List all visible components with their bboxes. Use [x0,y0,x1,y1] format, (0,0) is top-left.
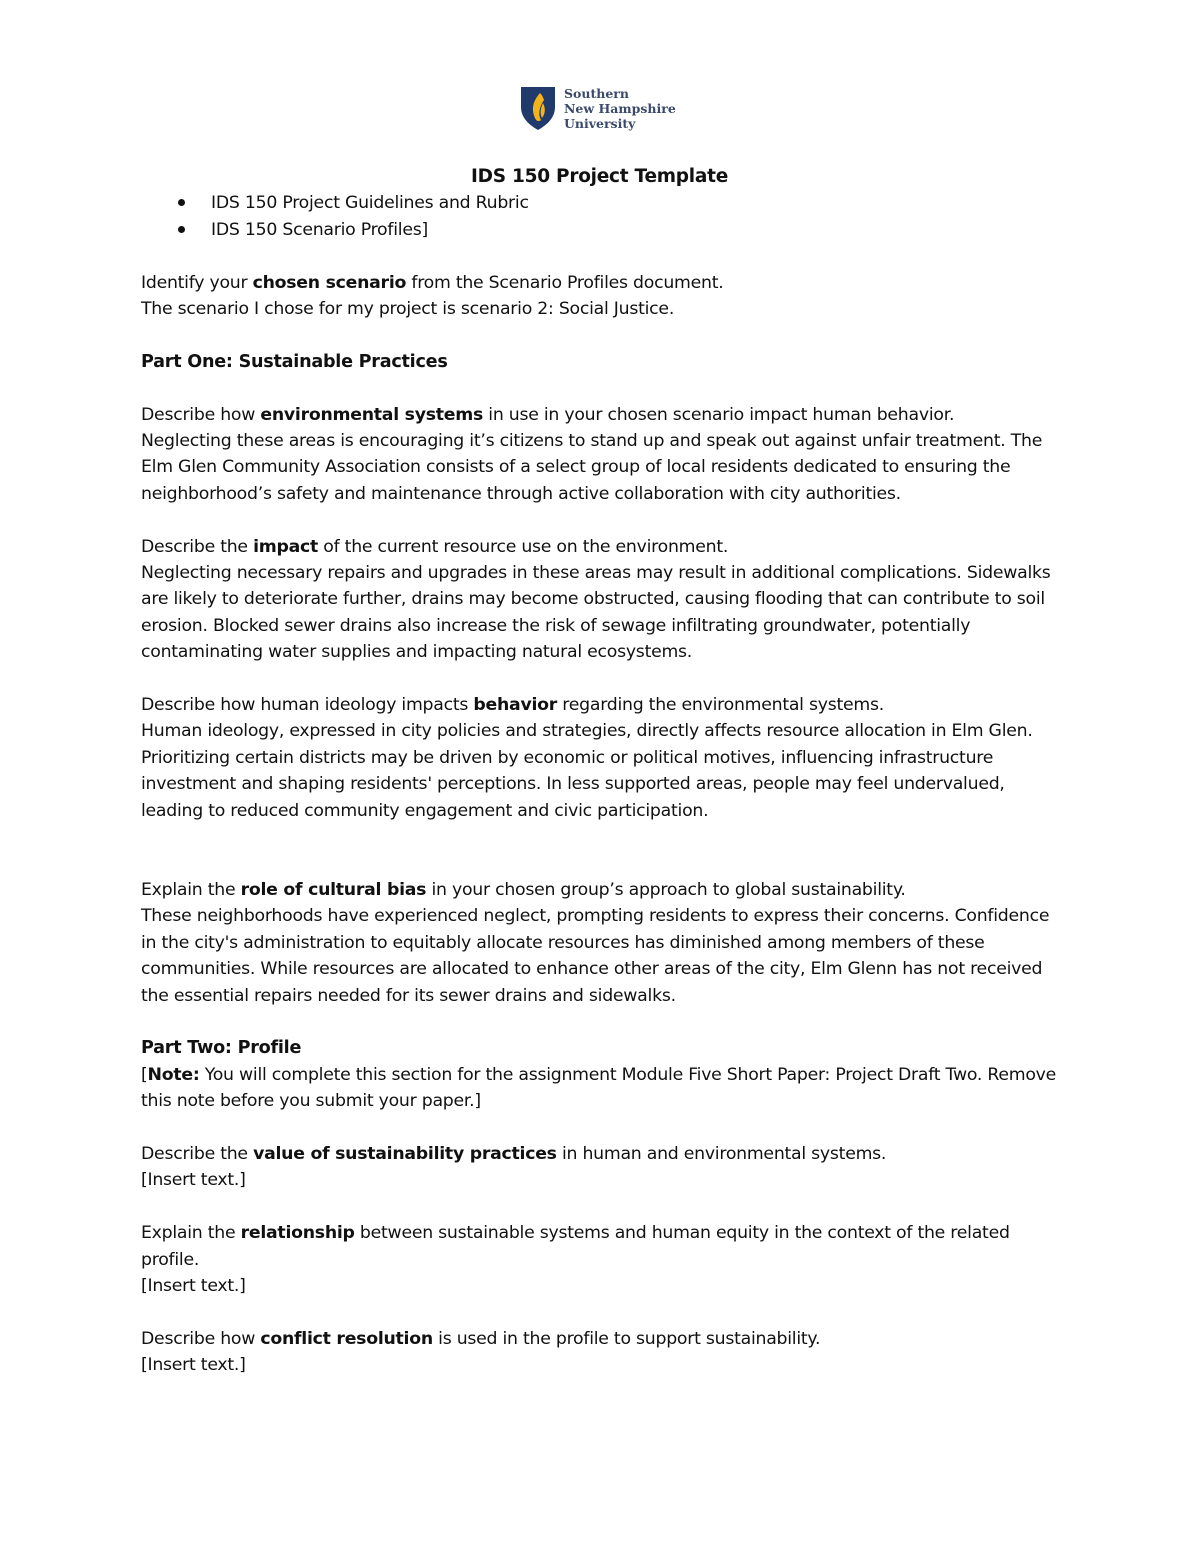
question-prompt: Describe how conflict resolution is used in the profile to support sustainability. [141,1328,821,1349]
document-body [141,164,1056,1379]
question-prompt: Describe how environmental systems in use in your chosen scenario impact human behavior. [141,404,955,425]
question-answer: Neglecting necessary repairs and upgrades in these areas may result in additional complications. Sidewalks are likely to deteriorate further, drains may become obstructed, causing flooding that can contribute to soil erosion. Blocked sewer drains also increase the risk of sewage infiltrating groundwater, potentially contaminating water supplies and impacting natural ecosystems. [141,563,1051,663]
logo-wordmark [564,86,676,131]
question-answer: [Insert text.] [141,1355,246,1376]
question-prompt: Explain the relationship between sustainable systems and human equity in the context of the related profile. [141,1223,1010,1270]
part-two-heading: Part Two: Profile [141,1038,302,1059]
logo-line: New Hampshire [564,100,676,116]
question-answer: Neglecting these areas is encouraging it’s citizens to stand up and speak out against unfair treatment. The Elm Glen Community Association consists of a select group of local residents dedicated to ensuring the neighborhood’s safety and maintenance through active collaboration with city authorities. [141,431,1043,504]
document-title: IDS 150 Project Template [470,166,729,187]
question-prompt: Describe how human ideology impacts behavior regarding the environmental systems. [141,695,884,716]
question-prompt: Explain the role of cultural bias in your chosen group’s approach to global sustainability. [141,879,906,900]
reference-link[interactable]: IDS 150 Project Guidelines and Rubric [141,190,1056,216]
question-answer: [Insert text.] [141,1170,246,1191]
shield-flame-icon [519,85,557,131]
logo-line: Southern [564,85,629,101]
question-answer: [Insert text.] [141,1275,246,1296]
question-answer: Human ideology, expressed in city policies and strategies, directly affects resource allocation in Elm Glen. Prioritizing certain districts may be driven by economic or political motives, influencing infrastructure investment and shaping residents' perceptions. In less supported areas, people may feel undervalued, leading to reduced community engagement and civic participation. [141,721,1033,821]
scenario-prompt: Identify your chosen scenario from the Scenario Profiles document. [141,272,724,293]
scenario-answer: The scenario I chose for my project is scenario 2: Social Justice. [141,299,675,320]
reference-link[interactable]: IDS 150 Scenario Profiles] [141,217,1056,243]
question-answer: These neighborhoods have experienced neglect, prompting residents to express their concerns. Confidence in the city's administration to equitably allocate resources has diminished among members of these communities. While resources are allocated to enhance other areas of the city, Elm Glenn has not received the essential repairs needed for its sewer drains and sidewalks. [141,906,1050,1006]
question-prompt: Describe the value of sustainability practices in human and environmental systems. [141,1143,887,1164]
reference-list [141,190,1056,243]
university-logo [519,84,689,132]
part-one-heading: Part One: Sustainable Practices [141,351,448,372]
logo-line: University [564,115,636,131]
part-two-note: [Note: You will complete this section for the assignment Module Five Short Paper: Project Draft Two. Remove this note before you submit your paper.] [141,1064,1056,1112]
question-prompt: Describe the impact of the current resource use on the environment. [141,536,729,557]
